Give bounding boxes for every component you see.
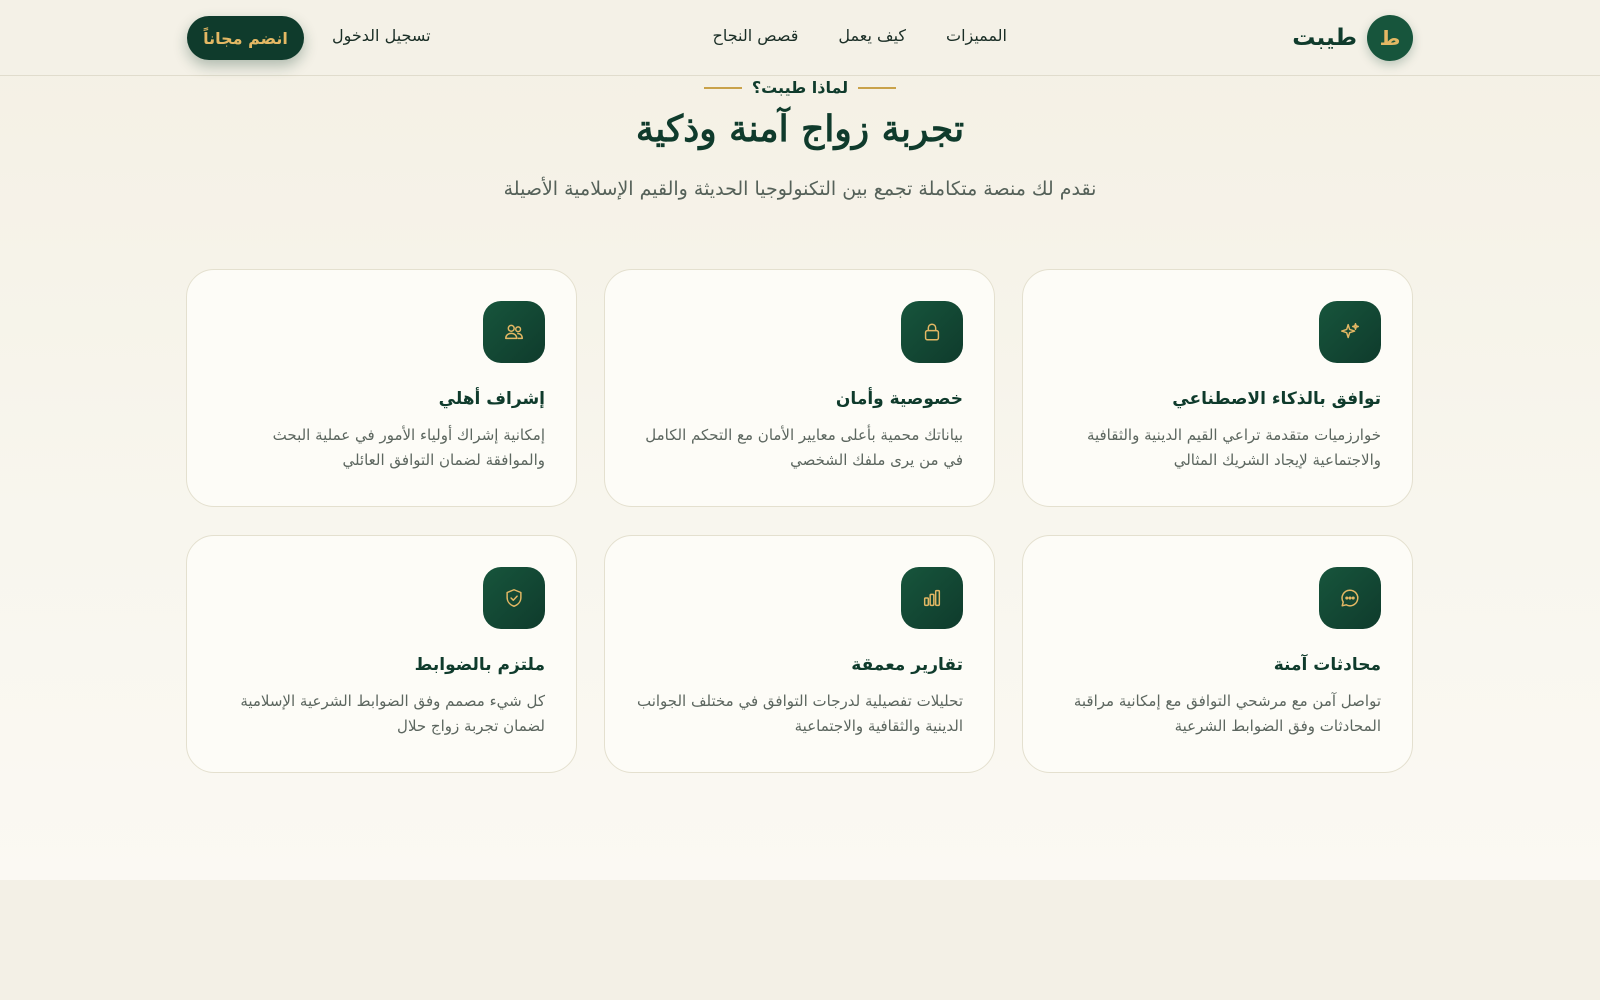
feature-description: خوارزميات متقدمة تراعي القيم الدينية والثقافية والاجتماعية لإيجاد الشريك المثالي [1086,426,1381,469]
sparkles-icon [1319,301,1381,363]
brand-logo: ط [1367,15,1413,61]
brand-name: طيبت [1292,25,1357,51]
join-free-button[interactable]: انضم مجاناً [187,16,304,60]
login-link[interactable]: تسجيل الدخول [332,26,431,45]
feature-title: خصوصية وأمان [835,389,963,409]
feature-title: توافق بالذكاء الاصطناعي [1172,389,1381,409]
feature-title: ملتزم بالضوابط [414,655,545,675]
feature-card-reports [604,535,995,773]
lock-icon [901,301,963,363]
features-grid [187,269,1413,773]
feature-card-family-supervision [186,269,577,507]
top-navbar [0,0,1600,76]
nav-link-success-stories[interactable]: قصص النجاح [712,26,799,45]
bar-chart-icon [901,567,963,629]
feature-title: محادثات آمنة [1273,655,1381,675]
feature-card-sharia-compliance [186,535,577,773]
feature-title: إشراف أهلي [438,389,545,409]
feature-card-ai-matching [1022,269,1413,507]
shield-check-icon [483,567,545,629]
eyebrow-text: لماذا طيبت؟ [751,78,849,97]
chat-icon [1319,567,1381,629]
section-eyebrow [0,78,1600,97]
feature-description: بياناتك محمية بأعلى معايير الأمان مع التحكم الكامل في من يرى ملفك الشخصي [645,426,963,469]
feature-description: تحليلات تفصيلية لدرجات التوافق في مختلف الجوانب الدينية والثقافية والاجتماعية [636,692,963,735]
feature-description: تواصل آمن مع مرشحي التوافق مع إمكانية مراقبة المحادثات وفق الضوابط الشرعية [1073,692,1381,735]
feature-card-secure-chats [1022,535,1413,773]
users-icon [483,301,545,363]
feature-title: تقارير معمقة [851,655,963,675]
feature-description: إمكانية إشراك أولياء الأمور في عملية البحث والموافقة لضمان التوافق العائلي [272,426,545,469]
section-title: تجربة زواج آمنة وذكية [635,108,965,150]
feature-description: كل شيء مصمم وفق الضوابط الشرعية الإسلامية لضمان تجربة زواج حلال [240,692,545,735]
footer-background [0,880,1600,1000]
main-nav [712,26,1007,45]
eyebrow-line-right [858,87,896,89]
brand[interactable] [1292,15,1413,61]
eyebrow-line-left [704,87,742,89]
feature-card-privacy [604,269,995,507]
nav-link-how-it-works[interactable]: كيف يعمل [838,26,907,45]
section-subtitle: نقدم لك منصة متكاملة تجمع بين التكنولوجيا الحديثة والقيم الإسلامية الأصيلة [503,178,1097,200]
nav-link-features[interactable]: المميزات [946,26,1007,45]
